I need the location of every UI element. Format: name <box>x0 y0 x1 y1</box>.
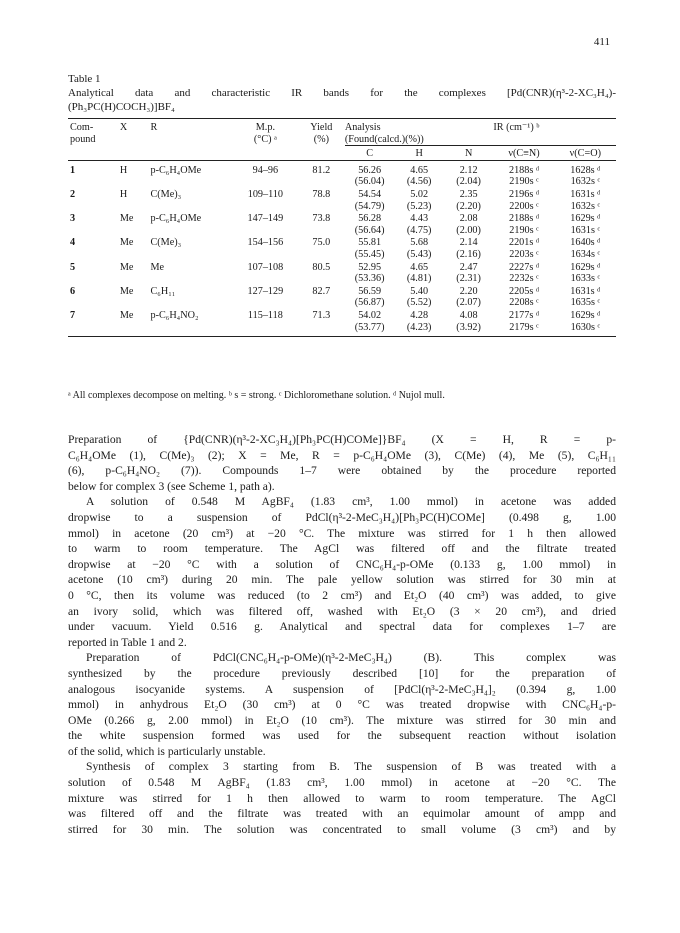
table-row <box>68 310 616 322</box>
cell-yield: 71.3 <box>312 309 331 321</box>
cell-co-solution: 1631s ᶜ <box>570 224 601 236</box>
cell-cn-solution: 2200s ᶜ <box>509 200 539 212</box>
cell-r: Me <box>150 261 165 273</box>
cell-h-calcd: (4.23) <box>394 322 443 337</box>
cell-h-calcd: (4.81) <box>406 273 432 285</box>
table-row <box>68 189 616 201</box>
table-caption-line-1: Analytical data and characteristic IR bands for the complexes [Pd(CNR)(η³-2-XC₃H₄)- <box>68 87 616 99</box>
header-x: X <box>119 122 128 133</box>
table-row <box>68 286 616 298</box>
cell-co: 1628s ᵈ <box>570 164 601 176</box>
table-label: Table 1 <box>68 73 101 85</box>
header-ir: IR (cm⁻¹) ᵇ <box>493 122 540 133</box>
text-line: to warm to room temperature. The AgCl was filtered off and the filtrate treated <box>68 542 616 556</box>
text-line: solution of 0.548 M AgBF₄ (1.83 cm³, 1.00 mmol) in acetone at −20 °C. The <box>68 776 616 790</box>
header-mp-unit: (°C) ᵃ <box>253 133 277 145</box>
cell-cn-solution: 2190s ᶜ <box>509 224 539 236</box>
cell-cn-solution: 2179s ᶜ <box>493 322 554 337</box>
cell-c-found: 54.54 <box>358 188 382 200</box>
cell-x: Me <box>119 237 134 249</box>
cell-yield: 75.0 <box>312 237 331 249</box>
cell-mp: 94–96 <box>252 164 279 176</box>
header-mp: M.p. <box>255 122 275 133</box>
paragraph-synthesis-3 <box>68 759 616 837</box>
cell-h-calcd: (5.43) <box>406 248 432 260</box>
cell-cn: 2227s ᵈ <box>508 261 540 273</box>
cell-n-found: 4.08 <box>459 309 478 321</box>
cell-h-found: 5.02 <box>410 188 429 200</box>
cell-n-calcd: (2.20) <box>456 200 481 212</box>
cell-n-calcd: (2.31) <box>456 273 481 285</box>
analytical-data-table <box>68 118 616 337</box>
cell-mp: 147–149 <box>247 213 284 225</box>
cell-co: 1631s ᵈ <box>570 285 601 297</box>
cell-cn-solution: 2190s ᶜ <box>509 176 539 188</box>
cell-x: Me <box>119 213 134 225</box>
header-cn: ν(C≡N) <box>493 146 554 161</box>
compound-number: 6 <box>70 285 76 297</box>
text-line: acetone (10 cm³) during 20 min. The pale yellow solution was stirred for 30 min at <box>68 573 616 587</box>
table-row-calcd <box>68 201 616 214</box>
table-row-calcd <box>68 322 616 337</box>
cell-n-found: 2.35 <box>459 188 478 200</box>
text-line: Preparation of PdCl(CNC₆H₄-p-OMe)(η³-2-MeC₃H₄) (B). This complex was <box>86 651 616 665</box>
cell-cn: 2196s ᵈ <box>508 188 540 200</box>
cell-co-solution: 1633s ᶜ <box>570 273 601 285</box>
compound-number: 7 <box>70 309 76 321</box>
cell-c-calcd: (56.87) <box>354 297 385 309</box>
cell-h-calcd: (5.23) <box>406 200 432 212</box>
cell-cn: 2205s ᵈ <box>508 285 540 297</box>
cell-cn: 2188s ᵈ <box>508 164 540 176</box>
paragraph-preparation-b <box>68 650 616 759</box>
text-line: mmol) in acetone (20 cm³) at −20 °C. The mixture was stirred for 1 h then allowed <box>68 526 616 540</box>
cell-cn-solution: 2208s ᶜ <box>509 297 539 309</box>
text-line: of the solid, which is particularly unstable. <box>68 744 266 758</box>
table-row <box>68 213 616 225</box>
text-line: was filtered off and the filtrate was treated with an equimolar amount of ampp and <box>68 807 616 821</box>
header-co: ν(C=O) <box>555 146 616 161</box>
text-line: below for complex 3 (see Scheme 1, path a). <box>68 479 275 493</box>
table-row-calcd <box>68 249 616 262</box>
header-r: R <box>150 122 158 133</box>
text-line: Synthesis of complex 3 starting from B. The suspension of B was treated with a <box>86 760 616 774</box>
cell-h-calcd: (4.56) <box>406 176 432 188</box>
table-row-calcd <box>68 225 616 238</box>
cell-c-calcd: (56.04) <box>354 176 385 188</box>
cell-co-solution: 1635s ᶜ <box>570 297 601 309</box>
cell-c-found: 56.28 <box>358 213 382 225</box>
cell-x: Me <box>119 261 134 273</box>
cell-r: C(Me)₃ <box>150 188 182 200</box>
cell-mp: 127–129 <box>247 285 284 297</box>
text-line: C₆H₄OMe (1), C(Me)₃ (2); X = Me, R = p-C₆H₄OMe (3), C(Me) (4), Me (5), C₆H₁₁ <box>68 448 616 462</box>
cell-n-calcd: (2.04) <box>456 176 481 188</box>
cell-co: 1629s ᵈ <box>570 213 601 225</box>
cell-n-calcd: (3.92) <box>444 322 493 337</box>
cell-c-found: 56.59 <box>358 285 382 297</box>
header-h: H <box>394 146 443 161</box>
text-line: mixture was stirred for 1 h then allowed to warm to room temperature. The AgCl <box>68 791 616 805</box>
compound-number: 3 <box>70 213 76 225</box>
cell-h-found: 4.65 <box>410 261 429 273</box>
text-line: Preparation of {Pd(CNR)(η³-2-XC₃H₄)[Ph₃PC(H)COMe]}BF₄ (X = H, R = p- <box>68 433 616 446</box>
cell-x: Me <box>119 309 134 321</box>
cell-co: 1640s ᵈ <box>570 237 601 249</box>
cell-c-calcd: (53.36) <box>354 273 385 285</box>
text-line: dropwise to a suspension of PdCl(η³-2-MeC₃H₄)[Ph₃PC(H)COMe] (0.498 g, 1.00 <box>68 510 616 524</box>
text-line: reported in Table 1 and 2. <box>68 635 187 649</box>
text-line: A solution of 0.548 M AgBF₄ (1.83 cm³, 1.00 mmol) in acetone was added <box>86 495 616 509</box>
cell-x: Me <box>119 285 134 297</box>
compound-number: 2 <box>70 188 76 200</box>
header-yield-unit: (%) <box>313 133 329 145</box>
cell-h-found: 4.28 <box>410 309 429 321</box>
cell-cn-solution: 2232s ᶜ <box>509 273 539 285</box>
cell-yield: 78.8 <box>312 188 331 200</box>
cell-co: 1631s ᵈ <box>570 188 601 200</box>
cell-mp: 109–110 <box>247 188 284 200</box>
text-line: under vacuum. Yield 0.516 g. Analytical and spectral data for complexes 1–7 are <box>68 620 616 634</box>
cell-co: 1629s ᵈ <box>570 309 601 321</box>
cell-yield: 73.8 <box>312 213 331 225</box>
cell-mp: 154–156 <box>247 237 284 249</box>
cell-x: H <box>119 188 128 200</box>
compound-number: 4 <box>70 237 76 249</box>
cell-c-found: 52.95 <box>358 261 382 273</box>
cell-n-found: 2.47 <box>459 261 478 273</box>
cell-h-found: 4.43 <box>410 213 429 225</box>
cell-h-found: 5.68 <box>410 237 429 249</box>
compound-number: 5 <box>70 261 76 273</box>
header-c: C <box>345 146 394 161</box>
header-n: N <box>444 146 493 161</box>
cell-r: p-C₆H₄OMe <box>150 213 202 225</box>
text-line: synthesized by the procedure previously described [10] for the preparation of <box>68 666 616 680</box>
text-line: mmol) in anhydrous Et₂O (30 cm³) at 0 °C was treated dropwise with CNC₆H₄-p- <box>68 698 616 712</box>
cell-mp: 115–118 <box>247 309 283 321</box>
table-caption <box>68 72 616 114</box>
cell-r: C(Me)₃ <box>150 237 182 249</box>
cell-n-found: 2.20 <box>459 285 478 297</box>
cell-n-found: 2.14 <box>459 237 478 249</box>
text-line: stirred for 30 min. The solution was concentrated to small volume (3 cm³) and by <box>68 822 616 836</box>
cell-r: p-C₆H₄OMe <box>150 164 202 176</box>
cell-c-calcd: (53.77) <box>345 322 394 337</box>
cell-c-calcd: (56.64) <box>354 224 385 236</box>
text-line: dropwise at −20 °C with a solution of CNC₆H₄-p-OMe (0.133 g, 1.00 mmol) in <box>68 557 616 571</box>
cell-cn: 2188s ᵈ <box>508 213 540 225</box>
cell-co-solution: 1630s ᶜ <box>555 322 616 337</box>
text-line: 0 °C, then its volume was reduced (to 2 cm³) and Et₂O (40 cm³) was added, to give <box>68 588 616 602</box>
cell-cn: 2177s ᵈ <box>508 309 540 321</box>
compound-number: 1 <box>70 164 76 176</box>
table-row-calcd <box>68 273 616 286</box>
table-footnote: ᵃ All complexes decompose on melting. ᵇ s = strong. ᶜ Dichloromethane solution. ᵈ Nujol mull. <box>68 390 445 401</box>
header-yield: Yield <box>310 122 333 133</box>
cell-yield: 82.7 <box>312 285 331 297</box>
cell-cn: 2201s ᵈ <box>508 237 540 249</box>
cell-yield: 80.5 <box>312 261 331 273</box>
text-line: OMe (0.266 g, 2.00 mmol) in Et₂O (10 cm³). The mixture was stirred for 30 min and <box>68 713 616 727</box>
cell-n-calcd: (2.07) <box>456 297 481 309</box>
text-line: an ivory solid, which was filtered off, washed with Et₂O (3 × 20 cm³), and dried <box>68 604 616 618</box>
text-line: analogous isocyanide systems. A suspension of [PdCl(η³-2-MeC₃H₄]₂ (0.394 g, 1.00 <box>68 682 616 696</box>
cell-co: 1629s ᵈ <box>570 261 601 273</box>
table-body <box>68 160 616 336</box>
cell-c-found: 55.81 <box>358 237 382 249</box>
table-row <box>68 262 616 274</box>
body-text <box>68 432 616 837</box>
cell-h-calcd: (4.75) <box>406 224 432 236</box>
cell-c-found: 54.02 <box>358 309 382 321</box>
cell-co-solution: 1632s ᶜ <box>570 200 601 212</box>
table-row-calcd <box>68 176 616 189</box>
cell-x: H <box>119 164 128 176</box>
text-line: (6), p-C₆H₄NO₂ (7)). Compounds 1–7 were obtained by the procedure reported <box>68 464 616 478</box>
header-compound: Com- pound <box>70 122 96 145</box>
cell-co-solution: 1632s ᶜ <box>570 176 601 188</box>
cell-h-found: 5.40 <box>410 285 429 297</box>
cell-n-calcd: (2.16) <box>456 248 481 260</box>
table-row-calcd <box>68 297 616 310</box>
cell-yield: 81.2 <box>312 164 331 176</box>
cell-r: p-C₆H₄NO₂ <box>150 309 199 321</box>
text-line: the white suspension formed was used for the subsequent reaction without isolation <box>68 729 616 743</box>
paragraph-preparation-complexes <box>68 432 616 494</box>
table-row <box>68 237 616 249</box>
cell-co-solution: 1634s ᶜ <box>570 248 601 260</box>
cell-n-found: 2.12 <box>459 164 478 176</box>
table-row <box>68 160 616 176</box>
cell-c-calcd: (54.79) <box>354 200 385 212</box>
cell-mp: 107–108 <box>247 261 284 273</box>
header-analysis: Analysis <box>344 122 381 133</box>
paragraph-procedure <box>68 494 616 650</box>
cell-c-calcd: (55.45) <box>354 248 385 260</box>
page-number: 411 <box>593 36 610 48</box>
header-analysis-sub: (Found(calcd.)(%)) <box>344 133 424 145</box>
cell-n-found: 2.08 <box>459 213 478 225</box>
cell-cn-solution: 2203s ᶜ <box>509 248 539 260</box>
cell-h-calcd: (5.52) <box>406 297 432 309</box>
cell-h-found: 4.65 <box>410 164 429 176</box>
cell-c-found: 56.26 <box>358 164 382 176</box>
cell-n-calcd: (2.00) <box>456 224 481 236</box>
cell-r: C₆H₁₁ <box>150 285 176 297</box>
table-caption-line-2: (Ph₃PC(H)COCH₃)]BF₄ <box>68 101 175 113</box>
